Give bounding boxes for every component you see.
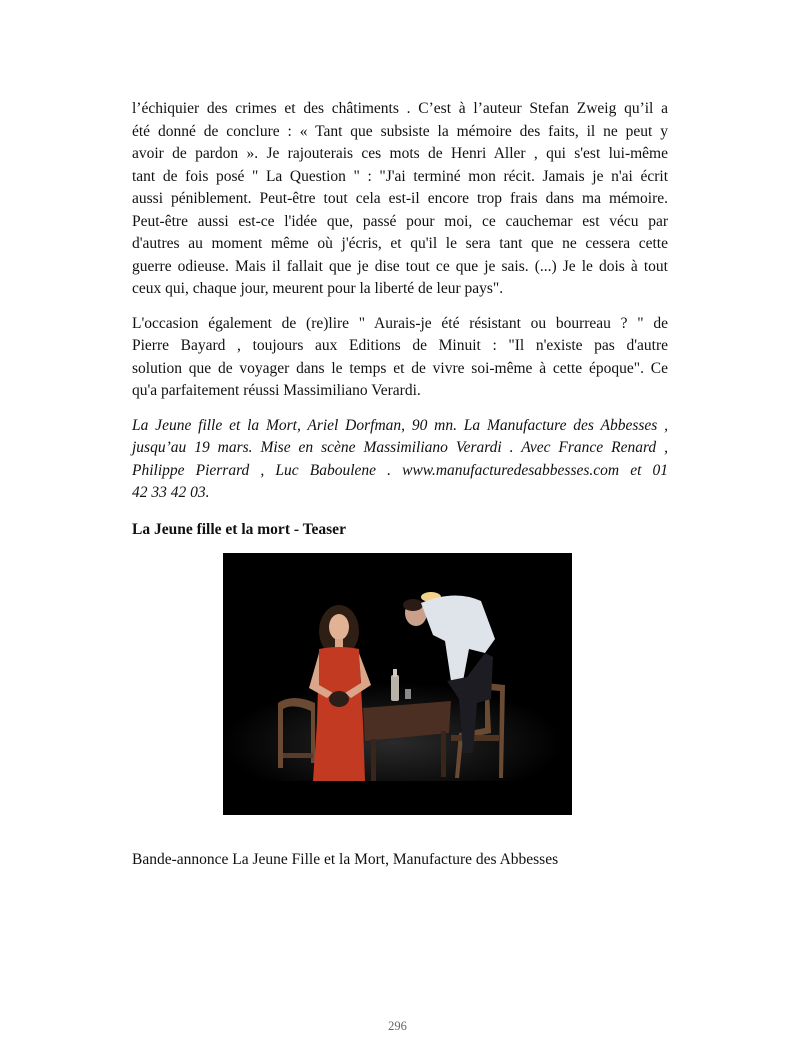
- page-body: [132, 98, 668, 541]
- text-line: l’échiquier des crimes et des châtiments . C’est à l’auteur Stefan Zweig qu’il a: [132, 100, 668, 117]
- paragraph-zweig-quote: [132, 98, 668, 301]
- text-line: La Jeune fille et la Mort, Ariel Dorfman, 90 mn. La Manufacture des Abbesses ,: [132, 416, 668, 434]
- video-frame-illustration: [223, 553, 572, 815]
- page-number: 296: [388, 1019, 407, 1033]
- paragraph-bayard: [132, 313, 668, 403]
- text-line: solution que de voyager dans le temps et de vivre soi-même à cette époque". Ce: [132, 359, 668, 377]
- text-line: guerre odieuse. Mais il fallait que je dise tout ce que je sais. (...) Je le dois à tout: [132, 257, 668, 275]
- video-heading: La Jeune fille et la mort - Teaser: [132, 520, 346, 538]
- text-line: Pierre Bayard , toujours aux Editions de Minuit : "Il n'existe pas d'autre: [132, 337, 668, 354]
- show-credits: [132, 415, 668, 505]
- video-caption: Bande-annonce La Jeune Fille et la Mort, Manufacture des Abbesses: [132, 851, 559, 868]
- text-line: tant de fois posé " La Question " : "J'ai terminé mon récit. Jamais je n'ai écrit: [132, 167, 668, 185]
- text-line: été donné de conclure : « Tant que subsiste la mémoire des faits, il ne peut y: [132, 122, 668, 140]
- text-line: jusqu’au 19 mars. Mise en scène Massimiliano Verardi . Avec France Renard ,: [132, 439, 668, 456]
- text-line: qu'a parfaitement réussi Massimiliano Verardi.: [132, 382, 421, 399]
- text-line: 42 33 42 03.: [132, 484, 210, 501]
- text-line: aussi péniblement. Peut-être tout cela est-il encore trop frais dans ma mémoire.: [132, 190, 668, 207]
- text-line: Peut-être aussi est-ce l'idée que, passé pour moi, ce cauchemar est vécu par: [132, 212, 668, 230]
- text-line: d'autres au moment même où j'écris, et qu'il le sera tant que ne cessera cette: [132, 235, 668, 252]
- teaser-video-player[interactable]: [223, 553, 572, 815]
- text-line: avoir de pardon ». Je rajouterais ces mots de Henri Aller , qui s'est lui-même: [132, 145, 668, 162]
- text-line: Philippe Pierrard , Luc Baboulene . www.manufacturedesabbesses.com et 01: [132, 461, 668, 479]
- text-line: L'occasion également de (re)lire " Aurais-je été résistant ou bourreau ? " de: [132, 314, 668, 332]
- text-line: ceux qui, chaque jour, meurent pour la liberté de leur pays".: [132, 280, 504, 297]
